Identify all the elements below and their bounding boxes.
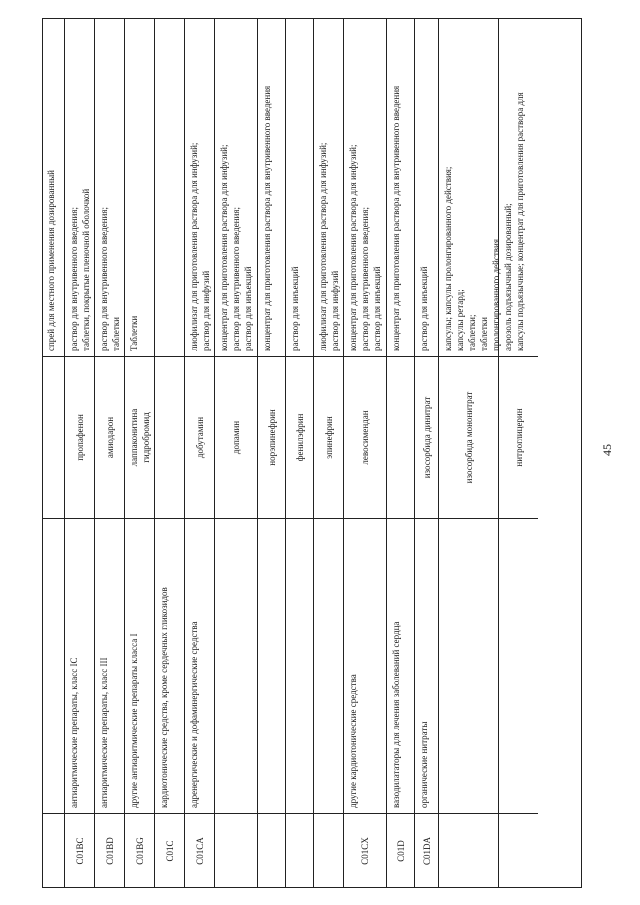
group-name: адренергические и дофаминергические средства [189,621,199,808]
dosage-form: капсулы ретард; [455,289,465,351]
dosage-form: концентрат для приготовления раствора для инфузий; [219,144,229,351]
dosage-form: раствор для инъекций [290,266,300,351]
dosage-form: раствор для внутривенного введения; [231,207,241,351]
group-cell [125,518,154,813]
atc-code: C01BC [74,837,85,865]
table-row [313,18,343,888]
dosage-form: капсулы подъязычные; концентрат для приготовления раствора для [515,92,525,351]
drug-name: изосорбида динитрат [421,396,432,479]
dosage-form: лиофилизат для приготовления раствора для инфузий; [189,142,199,351]
drug-cell [65,356,94,518]
atc-code-cell [125,813,154,888]
dosage-form: таблетки [111,316,121,351]
group-cell [415,518,438,813]
dosage-form-cell [439,18,501,356]
dosage-form-cell [155,18,184,356]
drug-cell [499,356,538,518]
atc-code-cell [258,813,285,888]
atc-code-cell [215,813,257,888]
table-row [64,18,94,888]
atc-code-cell [65,813,94,888]
group-cell [185,518,214,813]
drug-cell [125,356,154,518]
drug-cell [415,356,438,518]
group-cell [42,518,64,813]
table-row [94,18,124,888]
atc-code-cell [155,813,184,888]
table-row [414,18,438,888]
group-cell [258,518,285,813]
group-cell [344,518,386,813]
table-row [42,18,64,888]
drug-cell [314,356,343,518]
drug-name: допамин [231,420,241,455]
dosage-form: раствор для инфузий [330,270,340,351]
dosage-form: концентрат для приготовления раствора для внутривенного введения [391,85,401,351]
dosage-form-cell [185,18,214,356]
dosage-form: Таблетки [129,315,139,351]
drug-cell [439,356,498,518]
drug-name: пропафенон [74,414,85,461]
dosage-form-cell [95,18,124,356]
atc-code: C01C [164,840,175,862]
dosage-form: раствор для внутривенного введения; [69,207,79,351]
atc-code-cell [415,813,438,888]
drug-name: эпинефрин [323,416,334,459]
atc-code-cell [286,813,313,888]
table-row [257,18,285,888]
group-name: антиаритмические препараты, класс IC [69,657,79,808]
atc-code-cell [344,813,386,888]
table-row [343,18,386,888]
dosage-form: раствор для внутривенного введения; [360,207,370,351]
dosage-form: спрей для местного применения дозированный [46,170,56,351]
atc-code-cell [95,813,124,888]
drug-cell [286,356,313,518]
dosage-form-cell [344,18,386,356]
dosage-form: раствор для инъекций [243,266,253,351]
group-name: органические нитраты [419,721,429,808]
drug-cell [185,356,214,518]
dosage-form: пролонгированного действия [491,238,501,351]
dosage-form-cell [258,18,285,356]
dosage-form-cell [65,18,94,356]
dosage-form: таблетки, покрытые пленочной оболочкой [81,188,91,351]
group-cell [387,518,414,813]
drug-name: лаппаконитина [128,408,139,467]
atc-code-cell [439,813,498,888]
dosage-form: таблетки [479,316,489,351]
drug-name: левосимендан [360,410,370,465]
atc-code: C01BD [104,837,115,865]
atc-code: C01CX [360,837,370,865]
group-cell [65,518,94,813]
atc-code: C01DA [421,837,432,866]
drug-name: амиодарон [104,416,115,459]
group-name: антиаритмические препараты, класс III [99,657,109,808]
drug-name: изосорбида мононитрат [463,391,474,484]
atc-code-cell [185,813,214,888]
dosage-form: таблетки; [467,314,477,351]
dosage-form: раствор для внутривенного введения; [99,207,109,351]
drug-cell [42,356,64,518]
dosage-form: концентрат для приготовления раствора для инфузий; [348,144,358,351]
group-cell [215,518,257,813]
table-row [184,18,214,888]
dosage-form: концентрат для приготовления раствора для внутривенного введения [262,85,272,351]
drug-name: добутамин [194,416,205,459]
drug-name: гидробромид [140,412,151,463]
atc-code-cell [314,813,343,888]
atc-code-cell [42,813,64,888]
drug-cell [344,356,386,518]
table-row [124,18,154,888]
atc-code: C01BG [134,837,145,865]
dosage-form: раствор для инъекций [372,266,382,351]
table-row [154,18,184,888]
drug-cell [387,356,414,518]
page-number: 45 [600,444,614,456]
group-name: другие антиаритмические препараты класса I [129,633,139,808]
drug-cell [95,356,124,518]
dosage-form-cell [125,18,154,356]
dosage-form-cell [499,18,538,356]
group-cell [314,518,343,813]
drug-cell [155,356,184,518]
dosage-form: раствор для инфузий [201,270,211,351]
group-name: вазодилататоры для лечения заболеваний сердца [391,621,401,808]
table-row [214,18,257,888]
group-name: другие кардиотонические средства [348,674,358,808]
drug-cell [215,356,257,518]
table-row [386,18,414,888]
table-row [285,18,313,888]
dosage-form: лиофилизат для приготовления раствора для инфузий; [318,142,328,351]
drug-classification-table [42,18,582,888]
dosage-form: раствор для инъекций [419,266,429,351]
drug-cell [258,356,285,518]
drug-name: нитроглицерин [513,408,524,467]
dosage-form-cell [387,18,414,356]
dosage-form-cell [42,18,64,356]
dosage-form-cell [415,18,438,356]
group-name: кардиотонические средства, кроме сердечных гликозидов [159,587,169,808]
dosage-form-cell [215,18,257,356]
drug-name: норэпинефрин [266,409,277,466]
dosage-form: аэрозоль подъязычный дозированный; [503,203,513,351]
group-cell [155,518,184,813]
dosage-form-cell [286,18,313,356]
group-cell [95,518,124,813]
atc-code-cell [499,813,538,888]
atc-code: C01CA [194,837,205,865]
group-cell [286,518,313,813]
dosage-form: капсулы; капсулы пролонгированного действия; [443,166,453,351]
table-row [438,18,501,888]
table-row [498,18,538,888]
group-cell [439,518,498,813]
atc-code-cell [387,813,414,888]
atc-code: C01D [395,840,406,862]
dosage-form-cell [314,18,343,356]
group-cell [499,518,538,813]
drug-name: фенилэфрин [294,413,305,462]
